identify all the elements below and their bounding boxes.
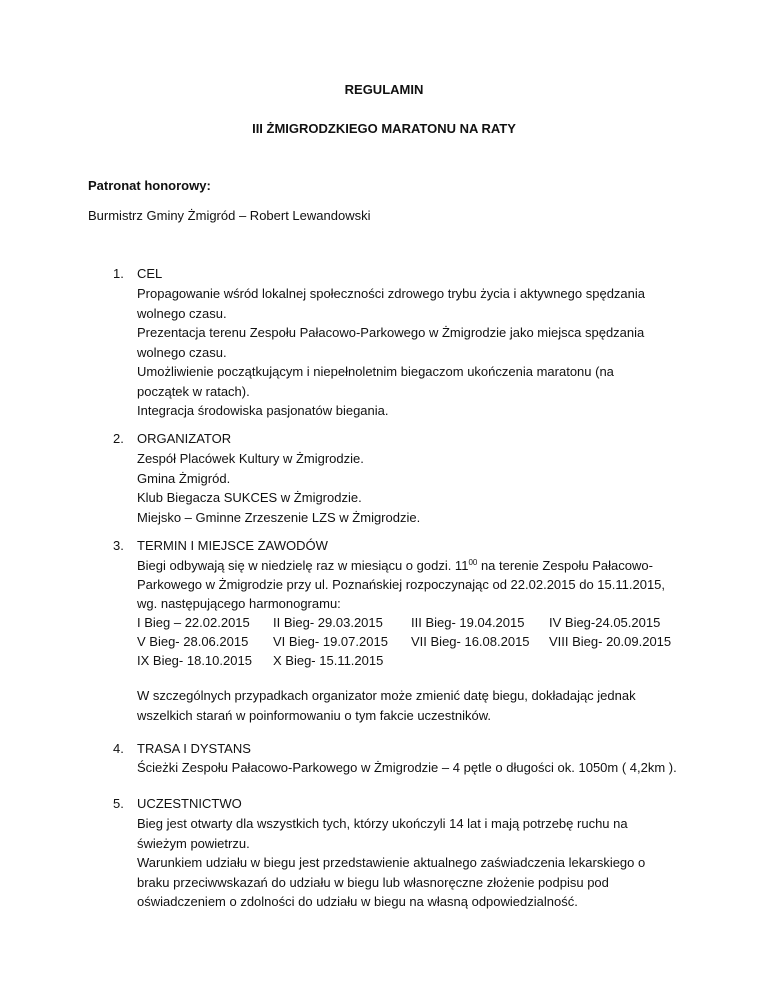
paragraph: Miejsko – Gminne Zrzeszenie LZS w Żmigrodzie. (137, 509, 421, 525)
schedule-entry: VII Bieg- 16.08.2015 (411, 634, 530, 649)
paragraph: Klub Biegacza SUKCES w Żmigrodzie. (137, 490, 362, 505)
schedule-entry: IX Bieg- 18.10.2015 (137, 653, 252, 668)
schedule-entry: IV Bieg-24.05.2015 (549, 615, 661, 630)
section-number: 3. (113, 538, 124, 553)
section-heading: TERMIN I MIEJSCE ZAWODÓW (137, 538, 328, 553)
paragraph: Bieg jest otwarty dla wszystkich tych, którzy ukończyli 14 lat i mają potrzebę ruchu na świeżym powietrzu. (137, 816, 628, 851)
section-body (137, 449, 657, 527)
schedule-entry: III Bieg- 19.04.2015 (411, 615, 525, 630)
paragraph: Warunkiem udziału w biegu jest przedstawienie aktualnego zaświadczenia lekarskiego o braku przeciwwskazań do udziału w biegu lub własnoręczne złożenie podpisu pod oświadczeniem o zdolności do udziału w biegu na własną odpowiedzialność. (137, 855, 646, 909)
section-number: 2. (113, 431, 124, 446)
termin-note: W szczególnych przypadkach organizator może zmienić datę biegu, dokładając jednak wszelkich starań w poinformowaniu o tym fakcie uczestników. (137, 688, 636, 723)
patronat-value: Burmistrz Gminy Żmigród – Robert Lewandowski (88, 208, 371, 223)
paragraph: Gmina Żmigród. (137, 470, 231, 486)
section-heading: TRASA I DYSTANS (137, 741, 251, 756)
section-body (137, 284, 657, 421)
paragraph: Umożliwienie początkującym i niepełnoletnim biegaczom ukończenia maratonu (na początek w ratach). (137, 364, 614, 399)
paragraph: Prezentacja terenu Zespołu Pałacowo-Parkowego w Żmigrodzie jako miejsca spędzania wolnego czasu. (137, 325, 645, 360)
schedule-entry: II Bieg- 29.03.2015 (273, 615, 383, 630)
patronat-label: Patronat honorowy: (88, 178, 211, 193)
schedule-entry: VIII Bieg- 20.09.2015 (549, 634, 672, 649)
document-title: REGULAMIN (344, 82, 424, 97)
document-subtitle: III ŻMIGRODZKIEGO MARATONU NA RATY (252, 121, 516, 136)
schedule-entry: I Bieg – 22.02.2015 (137, 615, 250, 630)
section-number: 4. (113, 741, 124, 756)
termin-intro-line2: Parkowego w Żmigrodzie przy ul. Poznańskiej rozpoczynając od 22.02.2015 do 15.11.2015, (137, 577, 666, 592)
paragraph: Zespół Placówek Kultury w Żmigrodzie. (137, 451, 364, 466)
section-heading: ORGANIZATOR (137, 431, 232, 446)
schedule-entry: VI Bieg- 19.07.2015 (273, 634, 388, 649)
paragraph: Propagowanie wśród lokalnej społeczności zdrowego trybu życia i aktywnego spędzania wolnego czasu. (137, 286, 646, 321)
section-heading: UCZESTNICTWO (137, 796, 242, 811)
paragraph: Integracja środowiska pasjonatów biegania. (137, 403, 389, 418)
schedule-entry: X Bieg- 15.11.2015 (273, 653, 384, 668)
termin-intro-line1: Biegi odbywają się w niedzielę raz w miesiącu o godzi. $11^{00}$ na terenie Zespołu Pałacowo- (137, 558, 653, 573)
section-heading: CEL (137, 266, 163, 281)
termin-intro-line3: wg. następującego harmonogramu: (137, 596, 341, 611)
schedule-entry: V Bieg- 28.06.2015 (137, 634, 249, 649)
section-number: 1. (113, 266, 124, 281)
trasa-text: Ścieżki Zespołu Pałacowo-Parkowego w Żmigrodzie – 4 pętle o długości ok. 1050m ( 4,2km ). (137, 760, 677, 775)
section-number: 5. (113, 796, 124, 811)
section-body (137, 814, 647, 912)
